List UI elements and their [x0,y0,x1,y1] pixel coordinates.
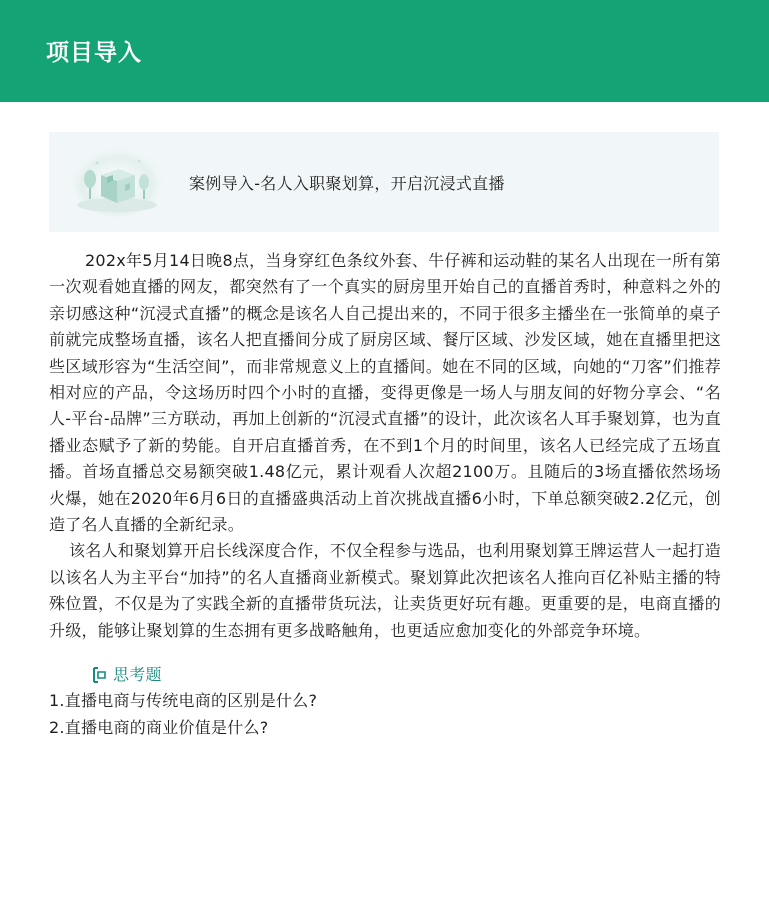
case-box-illustration [67,143,167,221]
question-item: 1.直播电商与传统电商的区别是什么? [49,691,318,711]
thinking-heading [91,662,721,688]
article-paragraph-2: 该名人和聚划算开启长线深度合作，不仅全程参与选品，也利用聚划算王牌运营人一起打造以该名人为主平台“加持”的名人直播商业新模式。聚划算此次把该名人推向百亿补贴主播的特殊位置，不仅是为了实践全新的直播带货玩法，让卖货更好玩有趣。更重要的是，电商直播的升级，能够让聚划算的生态拥有更多战略触角，也更适应愈加变化的外部竞争环境。 [49,541,721,640]
article-content [49,248,721,741]
case-intro-title: 案例导入-名人入职聚划算，开启沉浸式直播 [189,173,505,193]
thinking-bracket-icon [91,666,109,684]
thinking-heading-label: 思考题 [113,664,162,684]
case-intro-box [49,132,719,232]
page-header [0,0,769,102]
article-paragraph-1: 202x年5月14日晚8点，当身穿红色条纹外套、牛仔裤和运动鞋的某名人出现在一所有第一次观看她直播的网友，都突然有了一个真实的厨房里开始自己的直播首秀时，种意料之外的亲切感这种“沉浸式直播”的概念是该名人自己提出来的，不同于很多主播坐在一张简单的桌子前就完成整场直播，该名人把直播间分成了厨房区域、餐厅区域、沙发区域，她在直播里把这些区域形容为“生活空间”，而非常规意义上的直播间。她在不同的区域，向她的“刀客”们推荐相对应的产品，令这场历时四个小时的直播，变得更像是一场人与朋友间的好物分享会、“名人-平台-品牌”三方联动，再加上创新的“沉浸式直播”的设计，此次该名人耳手聚划算，也为直播业态赋予了新的势能。自开启直播首秀，在不到1个月的时间里，该名人已经完成了五场直播。首场直播总交易额突破1.48亿元，累计观看人次超2100万。且随后的3场直播依然场场火爆，她在2020年6月6日的直播盛典活动上首次挑战直播6小时，下单总额突破2.2亿元，创造了名人直播的全新纪录。 [49,251,721,535]
page-title: 项目导入 [46,39,142,66]
question-item: 2.直播电商的商业价值是什么? [49,717,269,737]
